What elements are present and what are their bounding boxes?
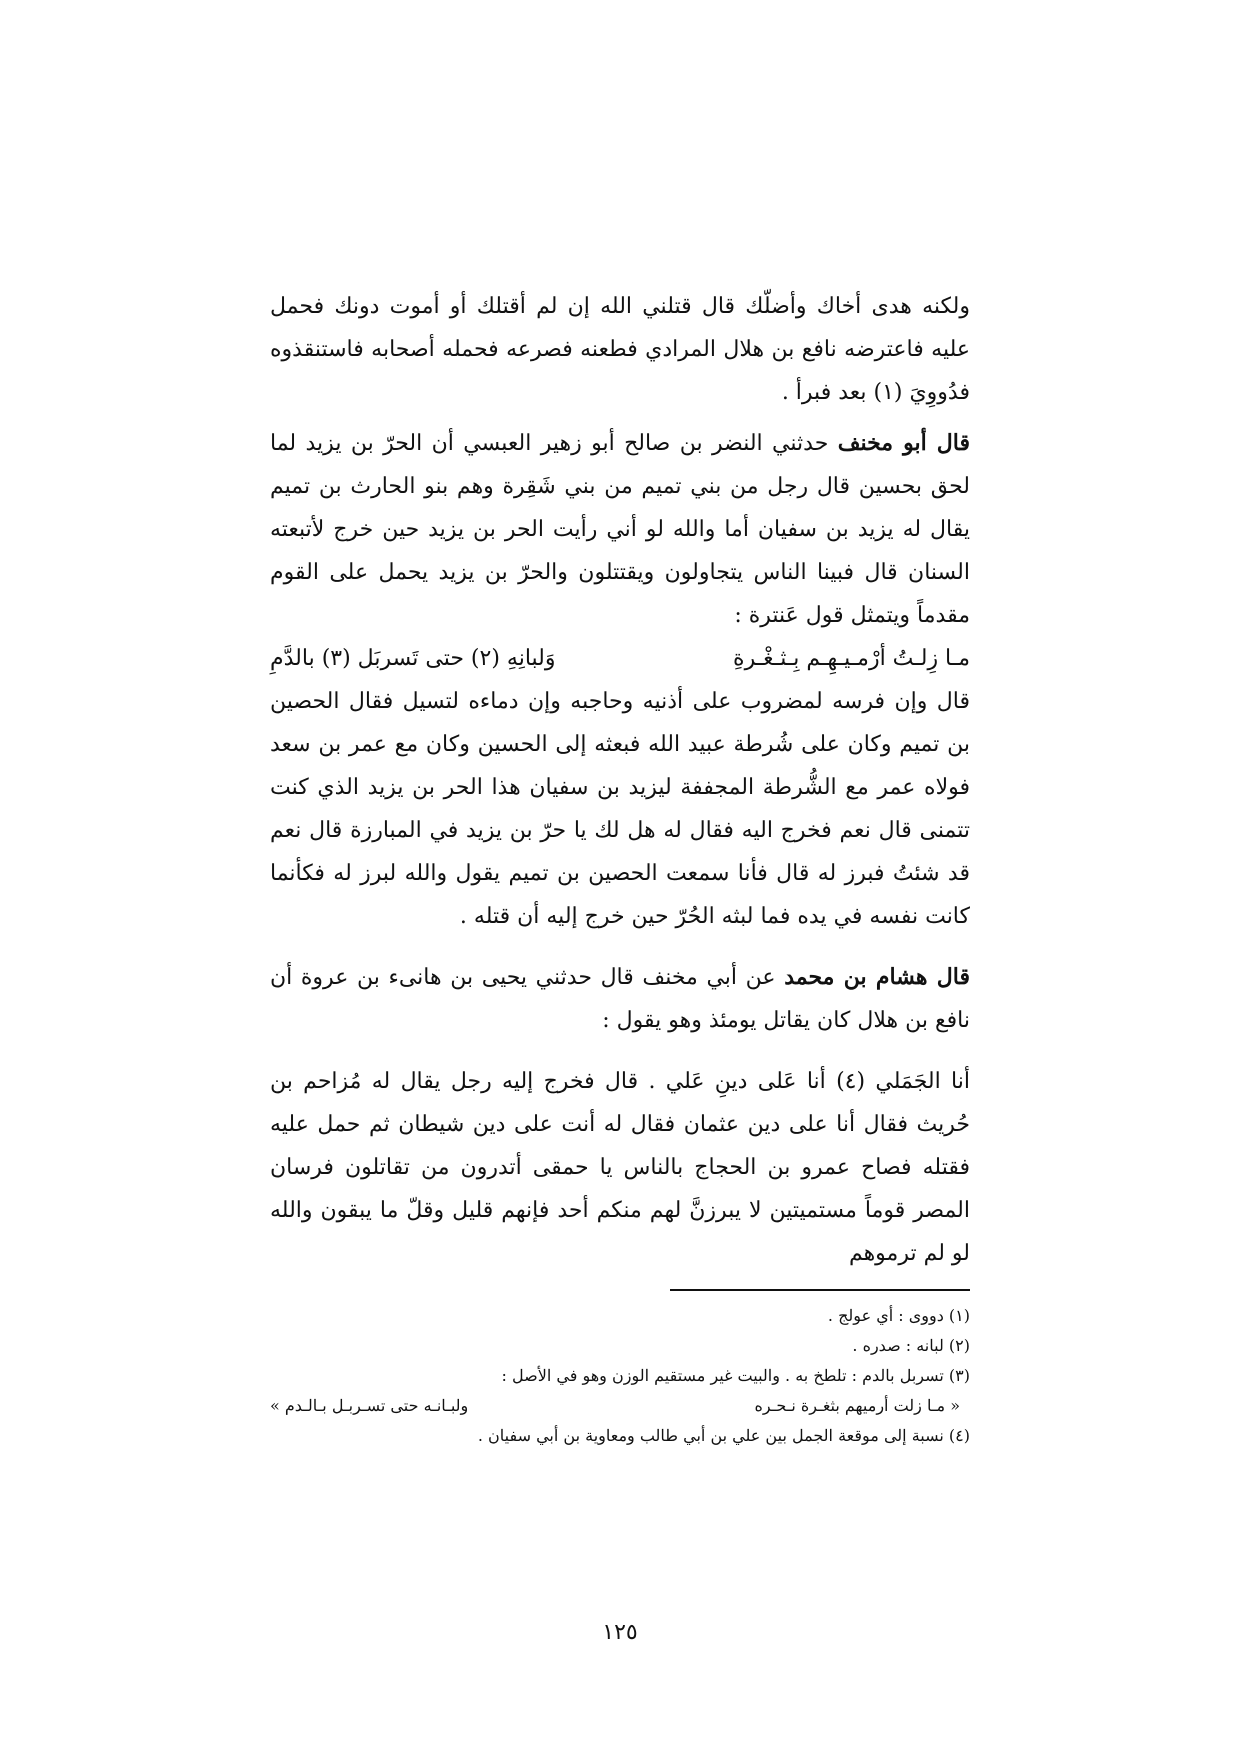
footnotes [270, 1301, 970, 1451]
verse-first-hemistich: مـا زِلـتُ أرْمـيـهِـم بِـثـغْـرةِ [733, 646, 970, 671]
paragraph-4-text: عن أبي مخنف قال حدثني يحيى بن هانىء بن عروة أن نافع بن هلال كان يقاتل يومئذ وهو يقول : [270, 965, 970, 1033]
page-number: ١٢٥ [602, 1620, 638, 1645]
footnote-3-verse-first: « مـا زلت أرميهم بثغـرة نـحـره [754, 1396, 960, 1415]
footnote-3: (٣) تسربل بالدم : تلطخ به . والبيت غير مستقيم الوزن وهو في الأصل : [501, 1366, 970, 1385]
paragraph-2 [270, 422, 970, 637]
paragraph-1 [270, 285, 970, 414]
verse-second-hemistich: وَلبانِهِ (٢) حتى تَسربَل (٣) بالدَّمِ [270, 646, 556, 671]
paragraph-2-lead: قال أبو مخنف [837, 430, 970, 456]
footnote-3-verse-second: ولبـانـه حتى تسـربـل بـالـدم » [270, 1396, 469, 1415]
paragraph-5-text: أنا الجَمَلي (٤) أنا عَلى دينِ عَلي . قال فخرج إليه رجل يقال له مُزاحم بن حُريث فقال أنا على دين عثمان فقال له أنت على دين شيطان ثم حمل عليه فقتله فصاح عمرو بن الحجاج بالناس يا حمقى أتدرون من تقاتلون فرسان المصر قوماً مستميتين لا يبرزنَّ لهم منكم أحد فإنهم قليل وقلّ ما يبقون والله لو لم ترموهم [270, 1069, 970, 1266]
paragraph-5 [270, 1060, 970, 1275]
paragraph-2-text: حدثني النضر بن صالح أبو زهير العبسي أن الحرّ بن يزيد لما لحق بحسين قال رجل من بني تميم من بني شَقِرة وهم بنو الحارث بن تميم يقال له يزيد بن سفيان أما والله لو أني رأيت الحر بن يزيد حين خرج لأتبعته السنان قال فبينا الناس يتجاولون ويقتتلون والحرّ بن يزيد يحمل على القوم مقدماً ويتمثل قول عَنترة : [270, 431, 970, 628]
paragraph-4 [270, 956, 970, 1042]
paragraph-1-text: ولكنه هدى أخاك وأضلّك قال قتلني الله إن لم أقتلك أو أموت دونك فحمل عليه فاعترضه نافع بن هلال المرادي فطعنه فصرعه فحمله أصحابه فاستنقذوه فدُووِيَ (١) بعد فبرأ . [270, 294, 970, 405]
footnote-3-verse [270, 1391, 970, 1421]
book-page [270, 285, 970, 1705]
footnote-4: (٤) نسبة إلى موقعة الجمل بين علي بن أبي طالب ومعاوية بن أبي سفيان . [477, 1426, 970, 1445]
footnote-separator [670, 1289, 970, 1291]
poetry-verse [270, 637, 970, 680]
paragraph-4-lead: قال هشام بن محمد [784, 964, 970, 990]
footnote-2: (٢) لبانه : صدره . [852, 1336, 970, 1355]
paragraph-3-text: قال وإن فرسه لمضروب على أذنيه وحاجبه وإن دماءه لتسيل فقال الحصين بن تميم وكان على شُرطة عبيد الله فبعثه إلى الحسين وكان مع عمر بن سعد فولاه عمر مع الشُّرطة المجففة ليزيد بن سفيان هذا الحر بن يزيد الذي كنت تتمنى قال نعم فخرج اليه فقال له هل لك يا حرّ بن يزيد في المبارزة قال نعم قد شئتُ فبرز له قال فأنا سمعت الحصين بن تميم يقول والله لبرز له فكأنما كانت نفسه في يده فما لبثه الحُرّ حين خرج إليه أن قتله . [270, 689, 970, 929]
paragraph-3 [270, 680, 970, 938]
footnote-1: (١) دووى : أي عولج . [827, 1306, 970, 1325]
